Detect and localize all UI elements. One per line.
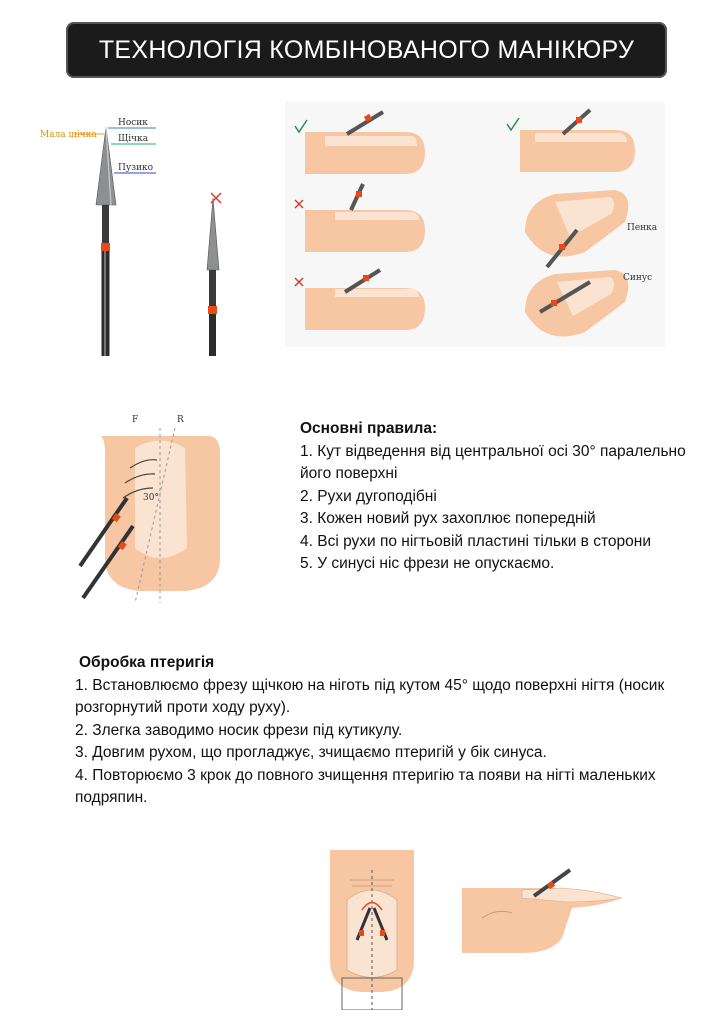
nail-top-view-figure	[322, 850, 422, 1010]
pterygium-item: 3. Довгим рухом, що прогладжує, зчищаємо птеригій у бік синуса.	[75, 744, 547, 761]
label-r: R	[177, 415, 184, 425]
pterygium-heading: Обробка птеригія	[79, 654, 215, 671]
main-rule-item: 3. Кожен новий рух захоплює попередній	[300, 510, 596, 527]
pterygium-item: 4. Повторюємо 3 крок до повного зчищення птеригію та появи на нігті маленьких подряпин.	[75, 766, 656, 806]
label-belly: Пузико	[118, 163, 154, 173]
label-edge: Пенка	[627, 223, 658, 233]
label-f: F	[132, 415, 139, 425]
pterygium-item: 2. Злегка заводимо носик фрези під кутикулу.	[75, 721, 403, 739]
main-rule-item: 5. У синусі ніс фрези не опускаємо.	[300, 555, 555, 572]
main-rule-item: 4. Всі рухи по нігтьовій пластині тільки в сторони	[300, 532, 651, 550]
pterygium-item: 1. Встановлюємо фрезу щічкою на ніготь під кутом 45° щодо поверхні нігтя (носик розгорнутий проти ходу руху).	[75, 676, 665, 716]
page-title-text: ТЕХНОЛОГІЯ КОМБІНОВАНОГО МАНІКЮРУ	[98, 35, 635, 64]
main-rules	[300, 418, 700, 576]
angle-figure	[75, 408, 240, 608]
nail-positions-diagram	[285, 102, 665, 347]
label-sinus: Синус	[623, 273, 653, 283]
label-cheek: Щічка	[118, 134, 149, 144]
bit-diagram	[38, 110, 248, 360]
nail-side-view-figure	[462, 858, 632, 958]
label-small-cheek: Мала щічка	[40, 130, 97, 140]
main-rule-item: 1. Кут відведення від центральної осі 30° паралельно його поверхні	[300, 442, 686, 482]
page-title	[66, 22, 667, 78]
label-angle: 30°	[143, 493, 159, 503]
main-rules-heading: Основні правила:	[300, 420, 438, 437]
pterygium-section	[75, 652, 705, 810]
label-nose: Носик	[118, 118, 148, 128]
main-rule-item: 2. Рухи дугоподібні	[300, 487, 437, 505]
